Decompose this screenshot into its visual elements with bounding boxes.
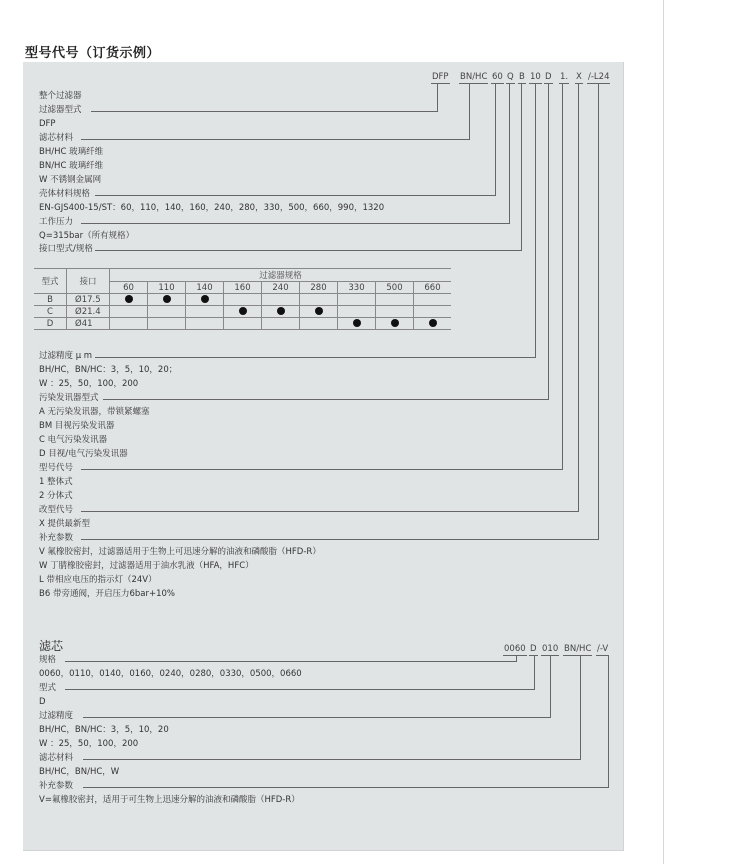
ordering-panel [23, 62, 624, 851]
leader-line [83, 759, 580, 760]
leader-line [516, 656, 517, 662]
label-indicator: 污染发讯器型式 [39, 393, 99, 403]
value-media-1: BH/HC 玻璃纤维 [39, 147, 104, 157]
availability-cell [338, 318, 376, 330]
availability-cell [376, 306, 414, 318]
availability-cell [262, 318, 300, 330]
available-dot-icon [125, 295, 133, 303]
availability-cell [186, 306, 224, 318]
availability-cell [110, 306, 148, 318]
element-label-type: 型式 [39, 683, 57, 693]
availability-cell [338, 294, 376, 306]
code-pressure: Q [507, 72, 514, 82]
code-media: BN/HC [460, 72, 488, 82]
availability-cell [376, 294, 414, 306]
availability-cell [300, 306, 338, 318]
element-label-media: 滤芯材料 [39, 753, 74, 763]
value-model-1: 1 整体式 [39, 477, 73, 487]
row-whole: 整个过滤器 [39, 91, 82, 101]
availability-cell [300, 318, 338, 330]
available-dot-icon [353, 319, 361, 327]
leader-line [608, 656, 609, 788]
element-code-media: BN/HC [564, 644, 592, 654]
leader-line [91, 111, 437, 112]
availability-cell [262, 294, 300, 306]
availability-cell [148, 294, 186, 306]
leader-line [437, 84, 438, 112]
label-rating: 过滤精度 μ m [39, 351, 93, 361]
value-supp-4: B6 带旁通阀，开启压力6bar+10% [39, 589, 175, 599]
page-divider [663, 0, 664, 864]
cell-port: Ø17.5 [67, 294, 110, 306]
leader-line [81, 139, 469, 140]
element-code-size: 0060 [504, 644, 526, 654]
th-size: 110 [148, 282, 186, 294]
availability-cell [224, 306, 262, 318]
availability-cell [186, 318, 224, 330]
table-row [34, 306, 451, 318]
element-code-rating: 010 [542, 644, 559, 654]
leader-line [65, 689, 534, 690]
label-model: 型号代号 [39, 463, 74, 473]
label-pressure: 工作压力 [39, 217, 74, 227]
th-size: 500 [376, 282, 414, 294]
availability-cell [148, 318, 186, 330]
leader-line [83, 717, 550, 718]
availability-cell [110, 294, 148, 306]
code-port: B [519, 72, 525, 82]
element-label-size: 规格 [39, 655, 57, 665]
availability-cell [186, 294, 224, 306]
element-value-media: BH/HC，BN/HC，W [39, 767, 120, 777]
cell-type: B [34, 294, 67, 306]
code-supp: /-L24 [588, 72, 610, 82]
th-port: 接口 [67, 269, 110, 294]
cell-type: D [34, 318, 67, 330]
cell-type: C [34, 306, 67, 318]
th-size: 660 [414, 282, 452, 294]
leader-line [578, 84, 579, 512]
availability-cell [376, 318, 414, 330]
available-dot-icon [201, 295, 209, 303]
th-size: 330 [338, 282, 376, 294]
leader-line [81, 511, 578, 512]
value-indicator-2: BM 目视污染发讯器 [39, 421, 115, 431]
value-model-2: 2 分体式 [39, 491, 73, 501]
leader-line [65, 661, 516, 662]
element-label-supp: 补充参数 [39, 781, 74, 791]
value-supp-1: V 氟橡胶密封，过滤器适用于生物上可迅速分解的油液和磷酸脂（HFD-R） [39, 547, 321, 557]
availability-cell [338, 306, 376, 318]
element-code-supp: /-V [597, 644, 609, 654]
element-value-rating-1: BH/HC，BN/HC：3，5，10，20 [39, 725, 169, 735]
availability-cell [262, 306, 300, 318]
label-supp: 补充参数 [39, 533, 74, 543]
label-mod: 改型代号 [39, 505, 74, 515]
leader-line [95, 195, 495, 196]
value-type: DFP [39, 119, 56, 129]
leader-line [95, 357, 535, 358]
leader-line [548, 84, 549, 400]
th-type: 型式 [34, 269, 67, 294]
available-dot-icon [315, 307, 323, 315]
leader-line [81, 223, 509, 224]
table-row [34, 294, 451, 306]
leader-line [103, 399, 548, 400]
cell-port: Ø41 [67, 318, 110, 330]
value-pressure: Q=315bar（所有规格） [39, 231, 135, 241]
availability-cell [414, 306, 452, 318]
leader-line [509, 84, 510, 224]
code-size: 60 [492, 72, 503, 82]
th-size: 60 [110, 282, 148, 294]
leader-line [598, 84, 599, 540]
leader-line [81, 539, 598, 540]
availability-cell [224, 318, 262, 330]
leader-line [535, 84, 536, 358]
availability-cell [148, 306, 186, 318]
value-rating-2: W ：25，50，100，200 [39, 379, 139, 389]
element-value-supp: V=氟橡胶密封，适用于可生物上迅速分解的油液和磷酸脂（HFD-R） [39, 795, 300, 805]
leader-line [95, 250, 521, 251]
th-size: 280 [300, 282, 338, 294]
leader-line [562, 84, 563, 470]
value-supp-3: L 带相应电压的指示灯（24V） [39, 575, 157, 585]
element-title: 滤芯 [39, 639, 64, 653]
leader-line [495, 84, 496, 196]
leader-line [580, 656, 581, 760]
code-mod: X [576, 72, 582, 82]
available-dot-icon [163, 295, 171, 303]
value-media-3: W 不锈钢金属网 [39, 175, 102, 185]
code-rating: 10 [530, 72, 541, 82]
element-value-size: 0060，0110，0140，0160，0240，0280，0330，0500，0660 [39, 669, 302, 679]
available-dot-icon [239, 307, 247, 315]
value-indicator-4: D 目视/电气污染发讯器 [39, 449, 128, 459]
label-media: 滤芯材料 [39, 133, 74, 143]
available-dot-icon [277, 307, 285, 315]
value-mod-1: X 提供最新型 [39, 519, 91, 529]
element-label-rating: 过滤精度 [39, 711, 74, 721]
cell-port: Ø21.4 [67, 306, 110, 318]
leader-line [81, 469, 562, 470]
availability-cell [224, 294, 262, 306]
element-value-type: D [39, 697, 46, 707]
th-sizes: 过滤器规格 [110, 269, 452, 282]
value-media-2: BN/HC 玻璃纤维 [39, 161, 104, 171]
availability-cell [110, 318, 148, 330]
label-port: 接口型式/规格 [39, 244, 93, 254]
page-title: 型号代号（订货示例） [25, 46, 161, 61]
availability-cell [414, 294, 452, 306]
value-supp-2: W 丁腈橡胶密封，过滤器适用于油水乳液（HFA，HFC） [39, 561, 254, 571]
leader-line [550, 656, 551, 718]
available-dot-icon [429, 319, 437, 327]
value-indicator-3: C 电气污染发讯器 [39, 435, 108, 445]
leader-line [83, 787, 608, 788]
availability-cell [414, 318, 452, 330]
leader-line [469, 84, 470, 140]
value-rating-1: BH/HC，BN/HC：3，5，10，20； [39, 365, 178, 375]
available-dot-icon [391, 319, 399, 327]
port-size-table [34, 268, 451, 330]
code-model: 1. [560, 72, 569, 82]
label-housing: 壳体材料规格 [39, 189, 91, 199]
leader-line [534, 656, 535, 690]
th-size: 160 [224, 282, 262, 294]
value-housing: EN-GJS400-15/ST：60，110，140，160，240，280，330，500，660，990，1320 [39, 203, 385, 213]
th-size: 140 [186, 282, 224, 294]
label-type: 过滤器型式 [39, 105, 82, 115]
element-code-type: D [530, 644, 537, 654]
value-indicator-1: A 无污染发讯器，带锁紧螺塞 [39, 407, 150, 417]
code-indicator: D [545, 72, 552, 82]
availability-cell [300, 294, 338, 306]
table-row [34, 318, 451, 330]
th-size: 240 [262, 282, 300, 294]
leader-line [521, 84, 522, 251]
code-dfp: DFP [432, 72, 449, 82]
element-value-rating-2: W ：25，50，100，200 [39, 739, 139, 749]
